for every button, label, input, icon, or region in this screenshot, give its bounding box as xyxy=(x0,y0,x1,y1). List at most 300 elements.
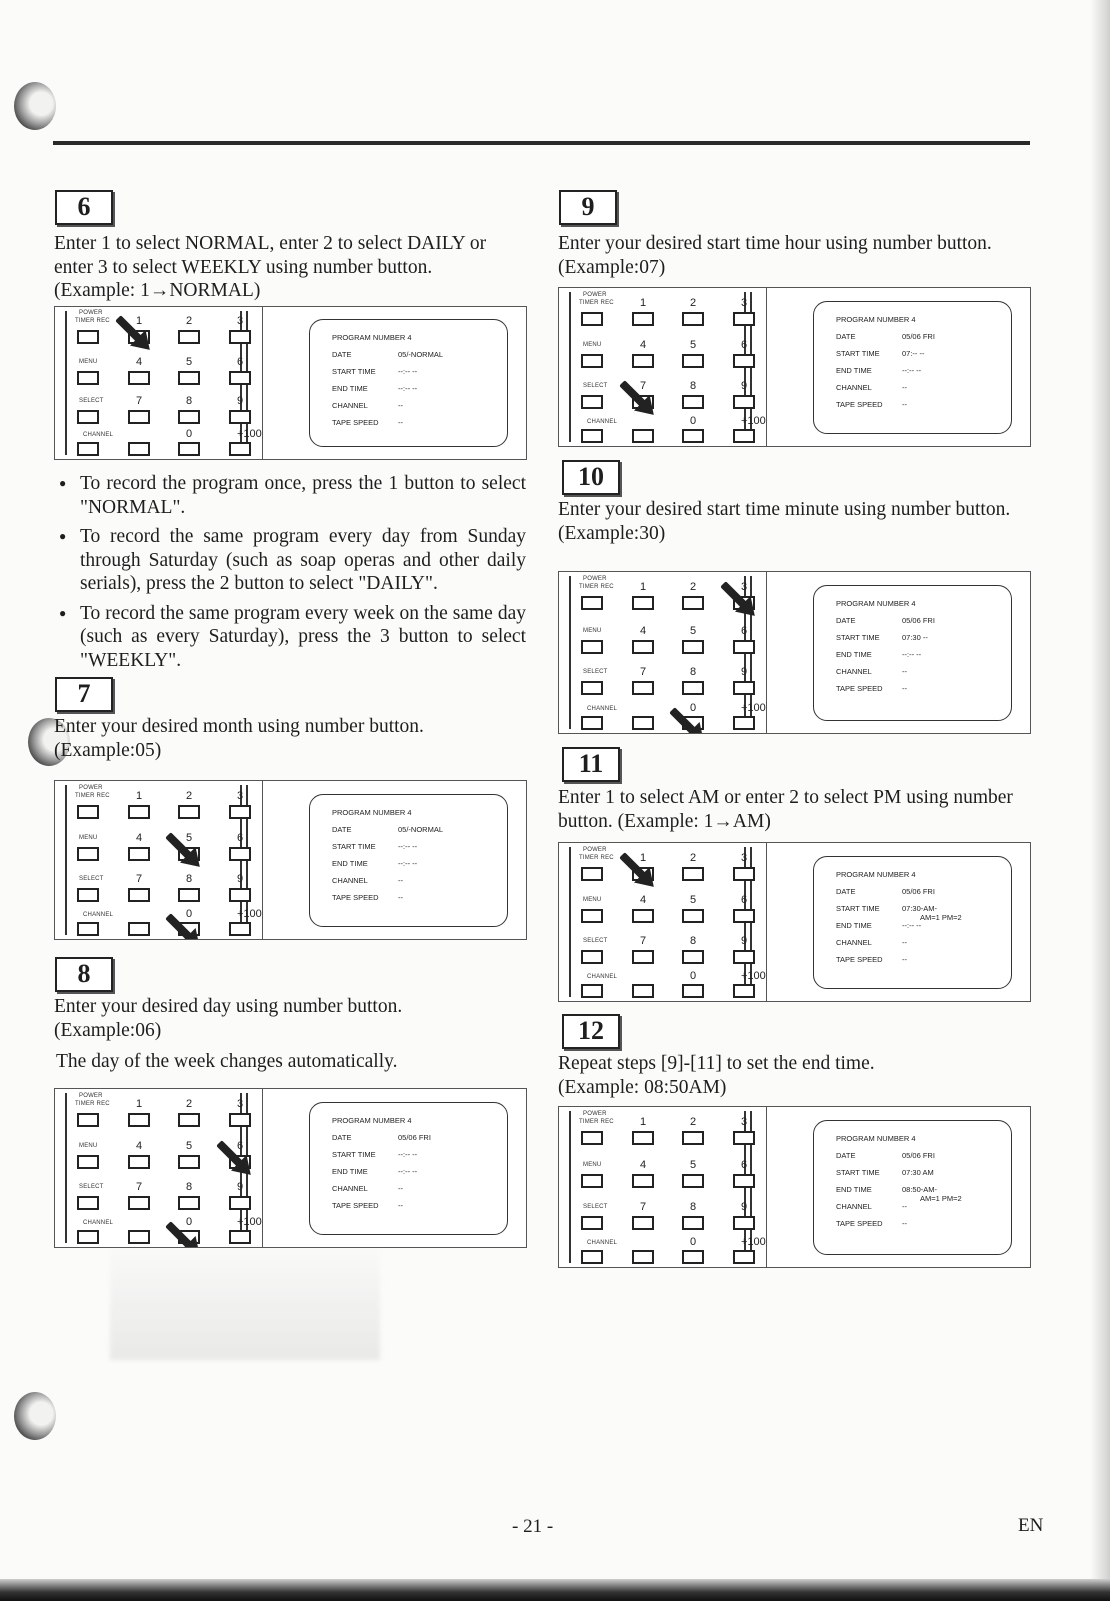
osd-row-end xyxy=(836,366,1005,377)
key-label-four: 4 xyxy=(640,894,647,906)
menu-label: MENU xyxy=(79,1143,98,1149)
key-nine-button xyxy=(229,888,251,902)
osd-row-speed xyxy=(332,418,501,429)
key-three-button xyxy=(733,1131,755,1145)
remote-edge xyxy=(569,576,571,729)
channel-up-button xyxy=(632,429,654,443)
key-label-three: 3 xyxy=(237,1098,244,1110)
osd-row-date xyxy=(836,1151,1005,1162)
key-label-one: 1 xyxy=(640,581,647,593)
osd-label-end: END TIME xyxy=(332,384,368,393)
step-8-text: Enter your desired day using number button. (Example:06) xyxy=(54,996,403,1041)
osd-row-date xyxy=(836,887,1005,898)
key-label-nine: 9 xyxy=(741,380,748,392)
remote-edge xyxy=(569,1111,571,1263)
osd-label-date: DATE xyxy=(836,616,856,625)
key-nine-button xyxy=(733,950,755,964)
osd-row-speed xyxy=(332,1201,501,1212)
step-8-figure xyxy=(54,1088,527,1248)
select-button xyxy=(77,410,99,424)
key-eight-button xyxy=(178,410,200,424)
osd-value-end: --:-- -- xyxy=(902,366,922,375)
step-7-figure xyxy=(54,780,527,940)
key-label-zero: 0 xyxy=(186,1216,193,1228)
osd-value-channel: -- xyxy=(902,1202,907,1211)
key-label-six: 6 xyxy=(741,625,748,637)
osd-row-date xyxy=(332,825,501,836)
timer-rec-label: TIMER REC xyxy=(75,1101,110,1107)
key-label-nine: 9 xyxy=(237,395,244,407)
key-label-four: 4 xyxy=(136,1140,143,1152)
key-five-button xyxy=(682,1174,704,1188)
key-label-three: 3 xyxy=(741,852,748,864)
power-label: POWER xyxy=(583,576,607,582)
scan-bottom-edge xyxy=(0,1579,1110,1601)
menu-button xyxy=(581,354,603,368)
key-label-eight: 8 xyxy=(690,935,697,947)
key-label-one: 1 xyxy=(640,852,647,864)
step-6-figure xyxy=(54,306,527,460)
osd-value-end: 08:50-AM- xyxy=(902,1185,938,1194)
binder-hole xyxy=(14,1392,56,1440)
key-label-eight: 8 xyxy=(690,1201,697,1213)
osd-row-date xyxy=(836,332,1005,343)
channel-down-button xyxy=(581,1250,603,1264)
osd-value-start: 07:30 -- xyxy=(902,633,928,642)
osd-label-channel: CHANNEL xyxy=(332,1184,368,1193)
step-6-number: 6 xyxy=(55,190,113,225)
osd-ampm-hint: AM=1 PM=2 xyxy=(920,913,962,923)
key-label-two: 2 xyxy=(186,790,193,802)
osd-label-date: DATE xyxy=(836,1151,856,1160)
step-7-text: Enter your desired month using number button. (Example:05) xyxy=(54,716,424,761)
osd-label-channel: CHANNEL xyxy=(836,383,872,392)
bullet-item: ● To record the same program every day from Sunday through Saturday (such as soap operas and other daily serials), press the 2 button to select "DAILY". xyxy=(56,525,526,596)
key-two-button xyxy=(178,330,200,344)
osd-row-date xyxy=(836,616,1005,627)
osd-row-channel xyxy=(332,1184,501,1195)
osd-row-date xyxy=(332,350,501,361)
key-label-two: 2 xyxy=(690,852,697,864)
timer-rec-button xyxy=(77,1113,99,1127)
osd-label-date: DATE xyxy=(332,350,352,359)
osd-row-speed xyxy=(836,400,1005,411)
step-8-note: The day of the week changes automatically. xyxy=(56,1051,398,1072)
osd-label-end: END TIME xyxy=(836,650,872,659)
key-eight-button xyxy=(682,395,704,409)
power-label: POWER xyxy=(583,847,607,853)
key-nine-button xyxy=(229,410,251,424)
remote-edge xyxy=(569,847,571,997)
osd-value-date: 05/06 FRI xyxy=(902,887,935,896)
key-six-button xyxy=(229,371,251,385)
osd-value-end: --:-- -- xyxy=(902,921,922,930)
osd-row-date xyxy=(332,1133,501,1144)
osd-label-end: END TIME xyxy=(332,1167,368,1176)
remote-edge xyxy=(65,1093,67,1243)
osd-value-speed: -- xyxy=(398,893,403,902)
step-10-number: 10 xyxy=(562,460,620,495)
language-code: EN xyxy=(1018,1515,1044,1536)
osd-value-start: --:-- -- xyxy=(398,1150,418,1159)
osd-label-start: START TIME xyxy=(332,842,376,851)
osd-row-channel xyxy=(332,401,501,412)
key-label-two: 2 xyxy=(690,581,697,593)
menu-button xyxy=(581,1174,603,1188)
key-label-six: 6 xyxy=(741,339,748,351)
menu-button xyxy=(581,640,603,654)
osd-title: PROGRAM NUMBER 4 xyxy=(332,1116,412,1125)
key-zero-button xyxy=(682,429,704,443)
menu-label: MENU xyxy=(583,628,602,634)
key-label-three: 3 xyxy=(741,581,748,593)
key-eight-button xyxy=(682,950,704,964)
timer-rec-label: TIMER REC xyxy=(579,1119,614,1125)
key-six-button xyxy=(733,640,755,654)
remote-keypad xyxy=(559,288,767,446)
key-four-button xyxy=(128,371,150,385)
key-label-seven: 7 xyxy=(136,1181,143,1193)
key-five-button xyxy=(178,1155,200,1169)
key-label-four: 4 xyxy=(136,356,143,368)
channel-label: CHANNEL xyxy=(587,419,618,425)
remote-keypad xyxy=(55,1089,263,1247)
key-label-nine: 9 xyxy=(741,666,748,678)
channel-label: CHANNEL xyxy=(83,912,114,918)
key-three-button xyxy=(733,867,755,881)
osd-label-speed: TAPE SPEED xyxy=(836,955,883,964)
power-label: POWER xyxy=(583,292,607,298)
osd-value-start: 07:30-AM- xyxy=(902,904,938,913)
osd-value-date: 05/06 FRI xyxy=(398,1133,431,1142)
key-seven-button xyxy=(632,1216,654,1230)
osd-label-date: DATE xyxy=(332,1133,352,1142)
key-label-zero: 0 xyxy=(690,970,697,982)
key-label-five: 5 xyxy=(186,356,193,368)
osd-screen xyxy=(309,1102,508,1235)
key-label-six: 6 xyxy=(237,832,244,844)
osd-row-channel xyxy=(836,383,1005,394)
osd-title: PROGRAM NUMBER 4 xyxy=(836,1134,916,1143)
channel-down-button xyxy=(581,984,603,998)
top-rule xyxy=(53,141,1030,145)
key-three-button xyxy=(733,312,755,326)
key-eight-button xyxy=(682,681,704,695)
key-label-six: 6 xyxy=(237,356,244,368)
key-label-one: 1 xyxy=(136,1098,143,1110)
osd-label-speed: TAPE SPEED xyxy=(332,1201,379,1210)
key-seven-button xyxy=(632,681,654,695)
power-label: POWER xyxy=(583,1111,607,1117)
osd-screen xyxy=(309,794,508,927)
timer-rec-button xyxy=(581,867,603,881)
channel-down-button xyxy=(77,442,99,456)
key-label-seven: 7 xyxy=(640,666,647,678)
key-label-two: 2 xyxy=(690,1116,697,1128)
key-plus-100-button xyxy=(229,442,251,456)
osd-title: PROGRAM NUMBER 4 xyxy=(332,333,412,342)
osd-value-channel: -- xyxy=(902,938,907,947)
key-seven-button xyxy=(128,1196,150,1210)
key-label-five: 5 xyxy=(690,339,697,351)
key-one-button xyxy=(128,805,150,819)
osd-label-channel: CHANNEL xyxy=(332,876,368,885)
key-four-button xyxy=(128,1155,150,1169)
key-plus-100-button xyxy=(733,1250,755,1264)
key-label-plus-100: +100 xyxy=(741,970,766,982)
key-label-three: 3 xyxy=(237,790,244,802)
key-plus-100-button xyxy=(733,716,755,730)
key-label-zero: 0 xyxy=(186,428,193,440)
remote-keypad xyxy=(55,781,263,939)
key-nine-button xyxy=(229,1196,251,1210)
binder-hole xyxy=(14,82,56,130)
key-label-eight: 8 xyxy=(690,380,697,392)
remote-keypad xyxy=(559,572,767,733)
menu-label: MENU xyxy=(583,1162,602,1168)
page-edge-shadow xyxy=(1090,0,1110,1601)
key-three-button xyxy=(229,805,251,819)
osd-label-end: END TIME xyxy=(836,921,872,930)
key-label-plus-100: +100 xyxy=(237,428,262,440)
key-label-five: 5 xyxy=(186,1140,193,1152)
osd-value-date: 05/06 FRI xyxy=(902,1151,935,1160)
channel-down-button xyxy=(581,429,603,443)
osd-row-speed xyxy=(836,684,1005,695)
key-five-button xyxy=(682,354,704,368)
timer-rec-button xyxy=(77,805,99,819)
bullet-item: ● To record the program once, press the 1 button to select "NORMAL". xyxy=(56,472,526,519)
key-four-button xyxy=(128,847,150,861)
step-9-figure xyxy=(558,287,1031,447)
osd-row-start xyxy=(332,842,501,853)
osd-label-start: START TIME xyxy=(836,633,880,642)
osd-label-start: START TIME xyxy=(332,367,376,376)
osd-value-start: 07:30 AM xyxy=(902,1168,934,1177)
osd-label-end: END TIME xyxy=(836,366,872,375)
channel-up-button xyxy=(632,984,654,998)
key-plus-100-button xyxy=(733,984,755,998)
key-label-plus-100: +100 xyxy=(741,702,766,714)
step-11-text: Enter 1 to select AM or enter 2 to select PM using number button. (Example: 1→AM) xyxy=(558,787,1013,832)
osd-value-channel: -- xyxy=(398,401,403,410)
timer-rec-label: TIMER REC xyxy=(75,318,110,324)
osd-value-speed: -- xyxy=(902,1219,907,1228)
remote-edge xyxy=(65,311,67,455)
step-9-number: 9 xyxy=(559,190,617,225)
bleed-through-ghost xyxy=(110,1240,380,1360)
channel-up-button xyxy=(128,922,150,936)
osd-screen xyxy=(813,1120,1012,1255)
osd-value-channel: -- xyxy=(902,667,907,676)
key-label-one: 1 xyxy=(136,790,143,802)
osd-label-speed: TAPE SPEED xyxy=(332,418,379,427)
key-label-four: 4 xyxy=(640,625,647,637)
remote-keypad xyxy=(559,843,767,1001)
key-label-six: 6 xyxy=(741,1159,748,1171)
osd-row-channel xyxy=(836,938,1005,949)
osd-value-speed: -- xyxy=(902,400,907,409)
osd-value-end: --:-- -- xyxy=(398,859,418,868)
key-five-button xyxy=(682,640,704,654)
key-three-button xyxy=(229,1113,251,1127)
key-eight-button xyxy=(178,1196,200,1210)
key-label-eight: 8 xyxy=(186,873,193,885)
select-label: SELECT xyxy=(79,1184,104,1190)
timer-rec-label: TIMER REC xyxy=(579,300,614,306)
key-zero-button xyxy=(682,984,704,998)
osd-row-speed xyxy=(836,1219,1005,1230)
select-button xyxy=(77,888,99,902)
key-label-six: 6 xyxy=(741,894,748,906)
key-label-plus-100: +100 xyxy=(741,1236,766,1248)
osd-label-speed: TAPE SPEED xyxy=(836,684,883,693)
osd-value-start: --:-- -- xyxy=(398,842,418,851)
select-button xyxy=(581,681,603,695)
key-label-one: 1 xyxy=(640,1116,647,1128)
key-six-button xyxy=(229,847,251,861)
key-two-button xyxy=(682,596,704,610)
channel-label: CHANNEL xyxy=(83,1220,114,1226)
key-one-button xyxy=(128,1113,150,1127)
key-label-three: 3 xyxy=(237,315,244,327)
osd-value-channel: -- xyxy=(398,1184,403,1193)
channel-down-button xyxy=(581,716,603,730)
osd-label-start: START TIME xyxy=(836,1168,880,1177)
key-label-nine: 9 xyxy=(237,873,244,885)
osd-label-date: DATE xyxy=(836,887,856,896)
osd-label-start: START TIME xyxy=(332,1150,376,1159)
select-label: SELECT xyxy=(583,938,608,944)
key-label-three: 3 xyxy=(741,297,748,309)
key-two-button xyxy=(682,312,704,326)
channel-label: CHANNEL xyxy=(587,706,618,712)
key-one-button xyxy=(632,596,654,610)
timer-rec-label: TIMER REC xyxy=(579,584,614,590)
key-label-plus-100: +100 xyxy=(237,1216,262,1228)
select-label: SELECT xyxy=(79,398,104,404)
channel-up-button xyxy=(128,442,150,456)
step-8-number: 8 xyxy=(55,957,113,992)
key-seven-button xyxy=(632,950,654,964)
osd-row-end xyxy=(332,384,501,395)
power-label: POWER xyxy=(79,785,103,791)
remote-keypad xyxy=(55,307,263,459)
key-label-four: 4 xyxy=(640,339,647,351)
step-12-figure xyxy=(558,1106,1031,1268)
osd-label-channel: CHANNEL xyxy=(332,401,368,410)
key-label-four: 4 xyxy=(136,832,143,844)
timer-rec-label: TIMER REC xyxy=(75,793,110,799)
osd-row-end xyxy=(332,859,501,870)
key-label-one: 1 xyxy=(640,297,647,309)
menu-label: MENU xyxy=(583,342,602,348)
step-11-number: 11 xyxy=(562,747,620,782)
key-two-button xyxy=(178,805,200,819)
select-label: SELECT xyxy=(583,1204,608,1210)
osd-label-speed: TAPE SPEED xyxy=(332,893,379,902)
osd-title: PROGRAM NUMBER 4 xyxy=(332,808,412,817)
osd-value-channel: -- xyxy=(902,383,907,392)
osd-label-end: END TIME xyxy=(836,1185,872,1194)
key-label-six: 6 xyxy=(237,1140,244,1152)
key-label-nine: 9 xyxy=(741,935,748,947)
osd-value-date: 05/-NORMAL xyxy=(398,825,444,834)
step-12-number: 12 xyxy=(562,1014,620,1049)
key-nine-button xyxy=(733,681,755,695)
key-four-button xyxy=(632,1174,654,1188)
key-one-button xyxy=(632,1131,654,1145)
osd-label-end: END TIME xyxy=(332,859,368,868)
menu-button xyxy=(77,847,99,861)
key-four-button xyxy=(632,640,654,654)
select-button xyxy=(581,950,603,964)
timer-rec-button xyxy=(581,1131,603,1145)
key-label-eight: 8 xyxy=(690,666,697,678)
key-label-seven: 7 xyxy=(136,873,143,885)
osd-title: PROGRAM NUMBER 4 xyxy=(836,599,916,608)
key-label-five: 5 xyxy=(690,1159,697,1171)
osd-row-channel xyxy=(332,876,501,887)
key-label-nine: 9 xyxy=(741,1201,748,1213)
menu-label: MENU xyxy=(79,359,98,365)
osd-screen xyxy=(813,856,1012,989)
osd-screen xyxy=(813,301,1012,434)
key-label-eight: 8 xyxy=(186,395,193,407)
osd-ampm-hint: AM=1 PM=2 xyxy=(920,1194,962,1204)
key-label-four: 4 xyxy=(640,1159,647,1171)
key-eight-button xyxy=(178,888,200,902)
menu-label: MENU xyxy=(583,897,602,903)
osd-value-end: --:-- -- xyxy=(398,1167,418,1176)
select-label: SELECT xyxy=(79,876,104,882)
osd-label-speed: TAPE SPEED xyxy=(836,400,883,409)
osd-hint xyxy=(920,1194,1005,1205)
osd-row-start xyxy=(836,349,1005,360)
step-7-number: 7 xyxy=(55,677,113,712)
channel-label: CHANNEL xyxy=(587,974,618,980)
osd-title: PROGRAM NUMBER 4 xyxy=(836,315,916,324)
step-6-text: Enter 1 to select NORMAL, enter 2 to select DAILY or enter 3 to select WEEKLY using number button. (Example: 1→NORMAL) xyxy=(54,233,487,301)
osd-row-channel xyxy=(836,667,1005,678)
osd-value-speed: -- xyxy=(902,684,907,693)
select-label: SELECT xyxy=(583,383,608,389)
key-label-zero: 0 xyxy=(690,1236,697,1248)
osd-row-speed xyxy=(332,893,501,904)
osd-screen xyxy=(309,319,508,447)
osd-value-date: 05/06 FRI xyxy=(902,332,935,341)
menu-button xyxy=(581,909,603,923)
menu-label: MENU xyxy=(79,835,98,841)
key-label-eight: 8 xyxy=(186,1181,193,1193)
key-label-seven: 7 xyxy=(136,395,143,407)
osd-row-start xyxy=(332,367,501,378)
osd-label-start: START TIME xyxy=(836,349,880,358)
key-nine-button xyxy=(733,1216,755,1230)
power-label: POWER xyxy=(79,310,103,316)
key-label-one: 1 xyxy=(136,315,143,327)
timer-rec-button xyxy=(581,312,603,326)
osd-label-channel: CHANNEL xyxy=(836,938,872,947)
channel-up-button xyxy=(632,716,654,730)
key-label-five: 5 xyxy=(186,832,193,844)
step-12-text: Repeat steps [9]-[11] to set the end time. (Example: 08:50AM) xyxy=(558,1053,875,1098)
bullet-item: ● To record the same program every week on the same day (such as every Saturday), press the 3 button to select "WEEKLY". xyxy=(56,602,526,673)
osd-value-date: 05/-NORMAL xyxy=(398,350,444,359)
osd-label-channel: CHANNEL xyxy=(836,1202,872,1211)
osd-row-start xyxy=(836,1168,1005,1179)
key-nine-button xyxy=(733,395,755,409)
